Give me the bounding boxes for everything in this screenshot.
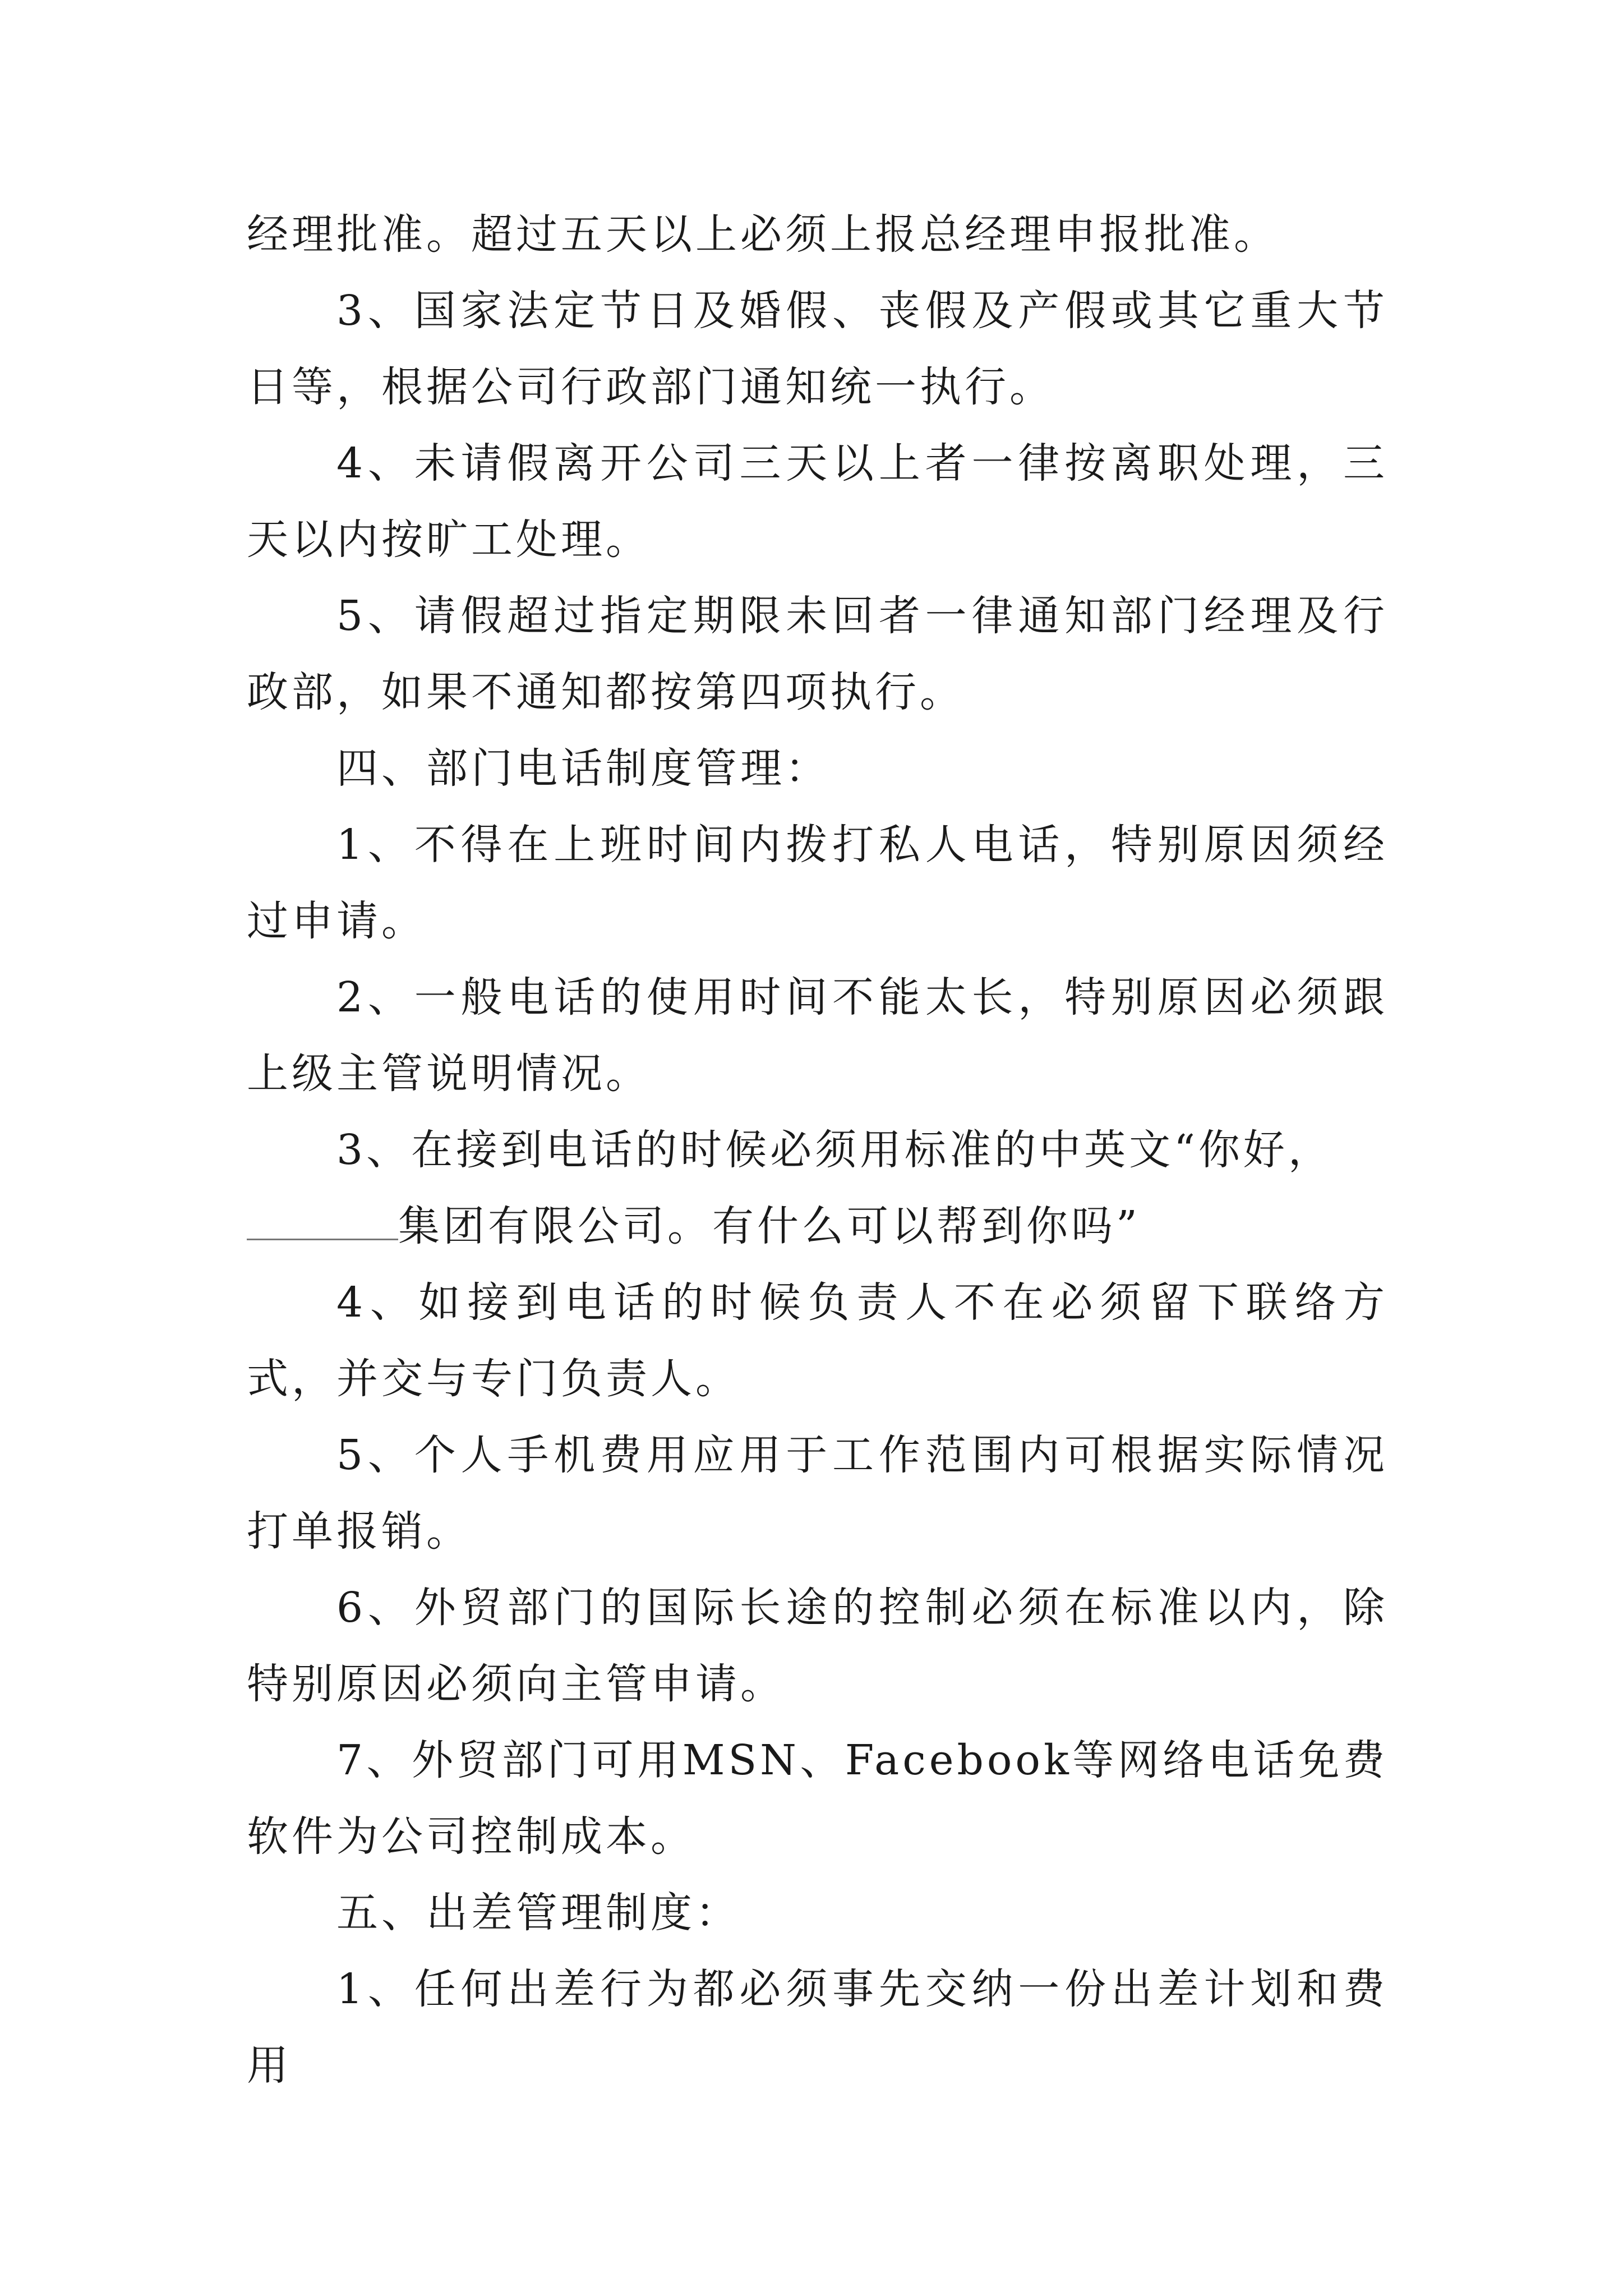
section-heading: 四、部门电话制度管理： bbox=[336, 744, 830, 793]
paragraph-with-blank bbox=[247, 1112, 1388, 1264]
paragraph: 4、如接到电话的时候负责人不在必须留下联络方式，并交与专门负责人。 bbox=[247, 1278, 1388, 1403]
fill-in-blank bbox=[247, 1205, 398, 1240]
paragraph: 1、不得在上班时间内拨打私人电话，特别原因须经过申请。 bbox=[247, 821, 1388, 945]
paragraph: 3、国家法定节日及婚假、丧假及产假或其它重大节日等，根据公司行政部门通知统一执行。 bbox=[247, 287, 1388, 411]
paragraph: 经理批准。超过五天以上必须上报总经理申报批准。 bbox=[247, 210, 1279, 259]
paragraph: 1、任何出差行为都必须事先交纳一份出差计划和费用 bbox=[247, 1965, 1388, 2090]
paragraph: 7、外贸部门可用MSN、Facebook等网络电话免费软件为公司控制成本。 bbox=[247, 1736, 1388, 1861]
paragraph: 5、个人手机费用应用于工作范围内可根据实际情况打单报销。 bbox=[247, 1431, 1388, 1556]
paragraph: 4、未请假离开公司三天以上者一律按离职处理，三天以内按旷工处理。 bbox=[247, 439, 1388, 564]
paragraph: 5、请假超过指定期限未回者一律通知部门经理及行政部，如果不通知都按第四项执行。 bbox=[247, 592, 1388, 716]
paragraph: 6、外贸部门的国际长途的控制必须在标准以内，除特别原因必须向主管申请。 bbox=[247, 1584, 1388, 1708]
paragraph-text-before-blank: 3、在接到电话的时候必须用标准的中英文“你好， bbox=[336, 1126, 1333, 1174]
document-body bbox=[247, 196, 1388, 2104]
paragraph: 2、一般电话的使用时间不能太长，特别原因必须跟上级主管说明情况。 bbox=[247, 973, 1388, 1098]
section-heading: 五、出差管理制度： bbox=[336, 1889, 740, 1937]
paragraph-text-after-blank: 集团有限公司。有什么可以帮到你吗” bbox=[398, 1202, 1141, 1250]
